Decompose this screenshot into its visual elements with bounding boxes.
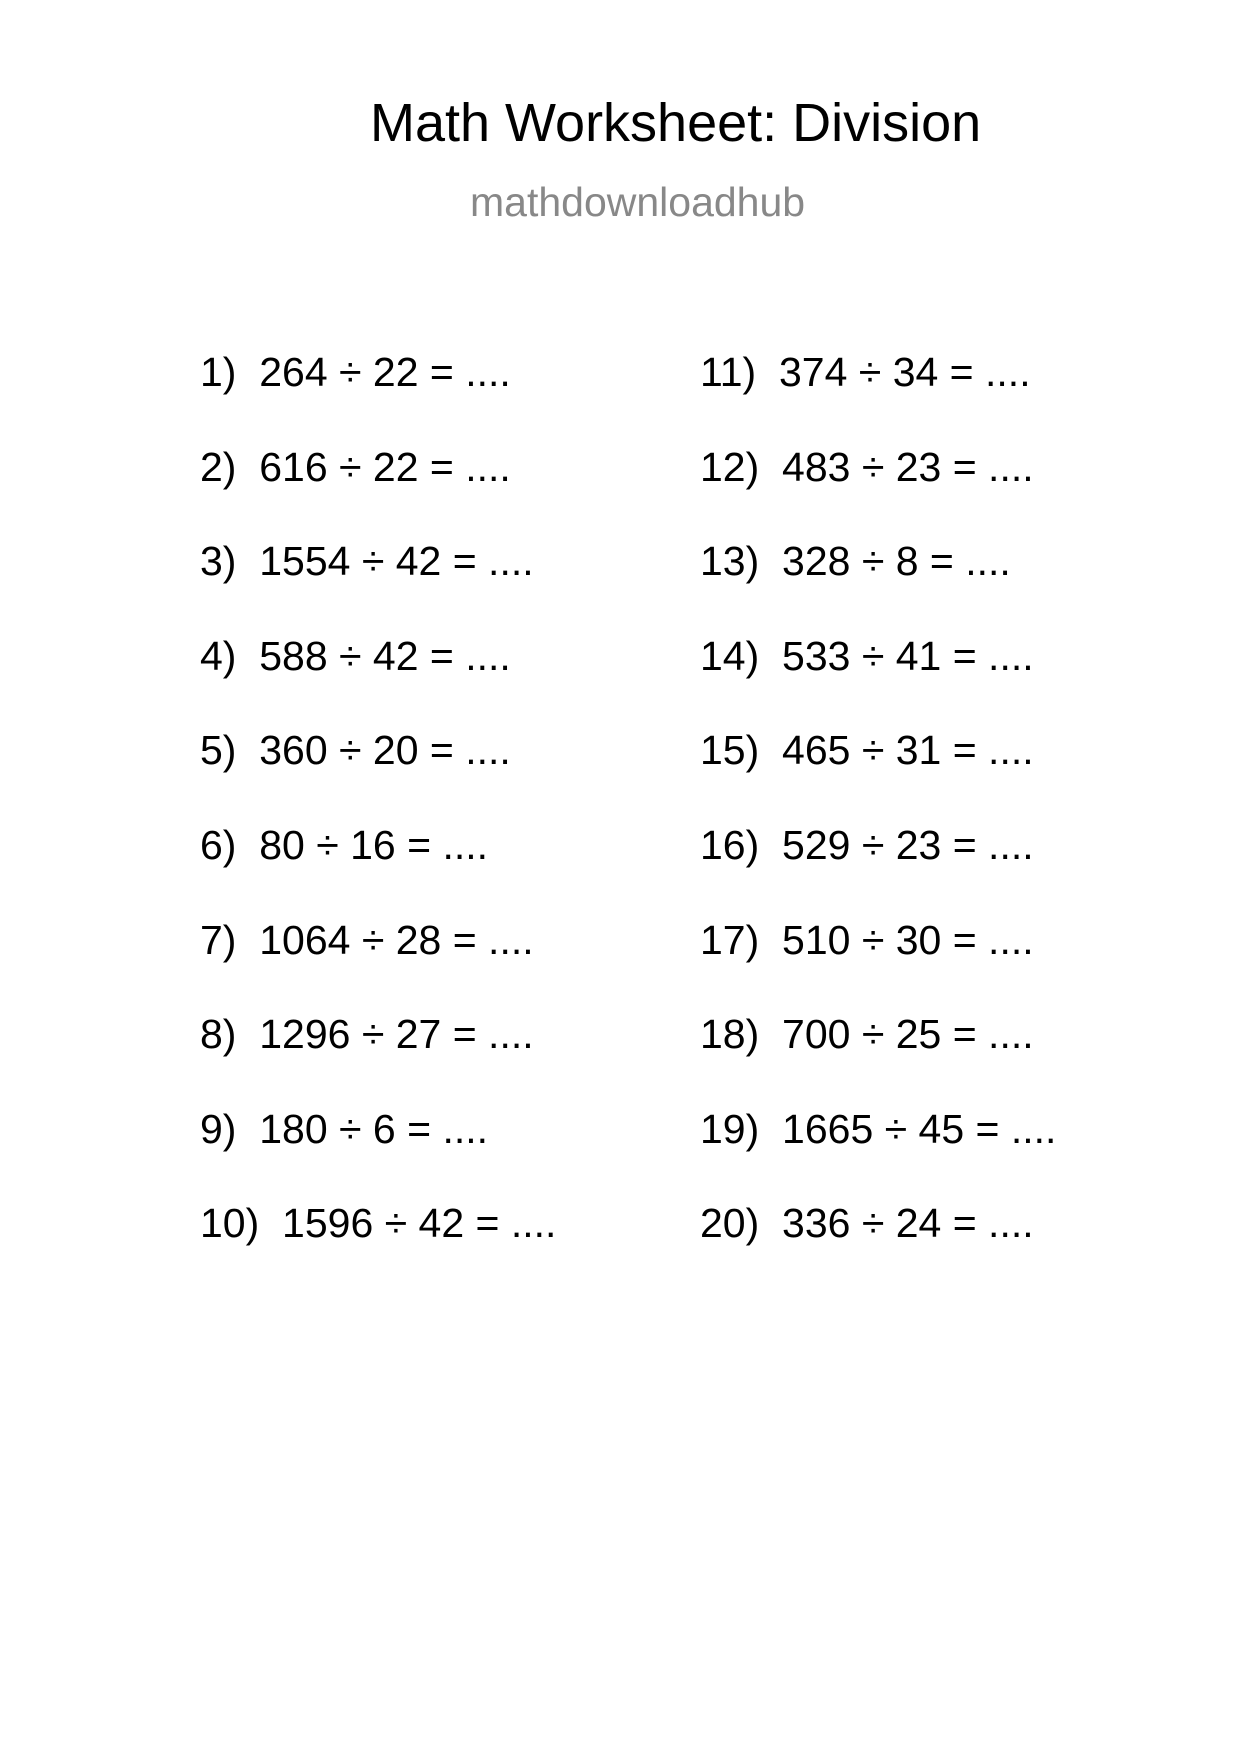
problem-19: 19) 1665 ÷ 45 = .... [700, 1105, 1057, 1152]
problem-15: 15) 465 ÷ 31 = .... [700, 727, 1034, 774]
problem-3: 3) 1554 ÷ 42 = .... [200, 538, 534, 585]
problem-4: 4) 588 ÷ 42 = .... [200, 632, 511, 679]
problem-1: 1) 264 ÷ 22 = .... [200, 349, 511, 395]
problem-8: 8) 1296 ÷ 27 = .... [200, 1011, 534, 1058]
problems-column-left [200, 349, 557, 1298]
problem-11: 11) 374 ÷ 34 = .... [700, 349, 1031, 395]
worksheet-source: mathdownloadhub [470, 179, 806, 225]
problem-17: 17) 510 ÷ 30 = .... [700, 916, 1034, 963]
problem-14: 14) 533 ÷ 41 = .... [700, 632, 1034, 679]
problem-9: 9) 180 ÷ 6 = .... [200, 1105, 489, 1152]
problem-7: 7) 1064 ÷ 28 = .... [200, 916, 534, 963]
problem-13: 13) 328 ÷ 8 = .... [700, 538, 1011, 585]
worksheet-title: Math Worksheet: Division [370, 93, 982, 153]
problem-18: 18) 700 ÷ 25 = .... [700, 1011, 1034, 1058]
problem-6: 6) 80 ÷ 16 = .... [200, 821, 489, 868]
problem-12: 12) 483 ÷ 23 = .... [700, 443, 1034, 490]
problem-5: 5) 360 ÷ 20 = .... [200, 727, 511, 774]
problem-2: 2) 616 ÷ 22 = .... [200, 443, 511, 490]
problem-20: 20) 336 ÷ 24 = .... [700, 1200, 1034, 1247]
problem-10: 10) 1596 ÷ 42 = .... [200, 1200, 557, 1247]
problems-column-right [700, 349, 1057, 1298]
problem-16: 16) 529 ÷ 23 = .... [700, 821, 1034, 868]
